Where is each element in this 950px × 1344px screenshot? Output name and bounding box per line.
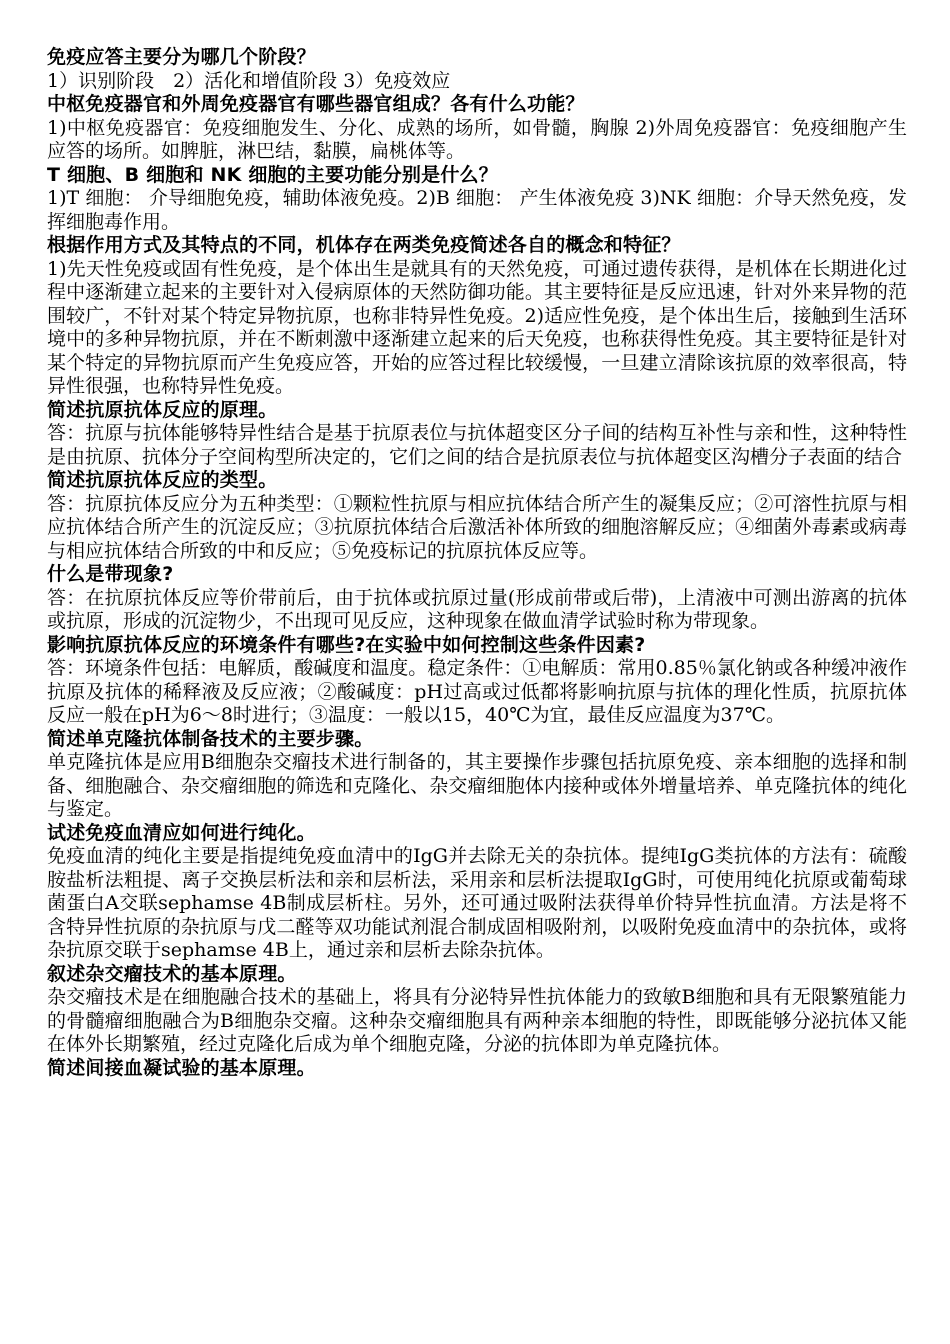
question-heading: 简述抗原抗体反应的原理。 (47, 398, 278, 421)
question-heading: 简述单克隆抗体制备技术的主要步骤。 (47, 727, 374, 750)
question-heading: 中枢免疫器官和外周免疫器官有哪些器官组成？各有什么功能？ (47, 93, 585, 115)
answer-text: 单克隆抗体是应用B细胞杂交瘤技术进行制备的，其主要操作步骤包括抗原免疫、亲本细胞的选择和制备、细胞融合、杂交瘤细胞的筛选和克隆化、杂交瘤细胞体内接种或体外增量培养、单克隆抗体的纯化与鉴定。 (47, 751, 907, 820)
answer-text: 答：在抗原抗体反应等价带前后，由于抗体或抗原过量(形成前带或后带)，上清液中可测出游离的抗体或抗原，形成的沉淀物少，不出现可见反应，这种现象在做血清学试验时称为带现象。 (47, 586, 907, 632)
answer-text: 免疫血清的纯化主要是指提纯免疫血清中的IgG并去除无关的杂抗体。提纯IgG类抗体的方法有：硫酸胺盐析法粗提、离子交换层析法和亲和层析法，采用亲和层析法提取IgG时，可使用纯化抗原或葡萄球菌蛋白A交联sephamse 4B制成层析柱。另外，还可通过吸附法获得单价特异性抗血清。方法是将不含特异性抗原的杂抗原与戊二醛等双功能试剂混合制成固相吸附剂，以吸附免疫血清中的杂抗体，或将杂抗原交联于sephamse 4B上，通过亲和层析去除杂抗体。 (47, 845, 907, 961)
document-page (47, 46, 907, 1080)
question-heading: 免疫应答主要分为哪几个阶段？ (47, 46, 316, 68)
answer-text: 1)先天性免疫或固有性免疫，是个体出生是就具有的天然免疫，可通过遗传获得，是机体在长期进化过程中逐渐建立起来的主要针对入侵病原体的天然防御功能。其主要特征是反应迅速，针对外来异物的范围较广，不针对某个特定异物抗原，也称非特异性免疫。2)适应性免疫，是个体出生后，接触到生活环境中的多种异物抗原，并在不断刺激中逐渐建立起来的后天免疫，也称获得性免疫。其主要特征是针对某个特定的异物抗原而产生免疫应答，开始的应答过程比较缓慢，一旦建立清除该抗原的效率很高，特异性很强，也称特异性免疫。 (47, 257, 907, 397)
question-heading: 什么是带现象? (47, 563, 174, 585)
question-heading: 简述抗原抗体反应的类型。 (47, 469, 278, 491)
answer-text: 1)中枢免疫器官：免疫细胞发生、分化、成熟的场所，如骨髓，胸腺 2)外周免疫器官：免疫细胞产生应答的场所。如脾脏，淋巴结，黏膜，扁桃体等。 (47, 116, 907, 162)
question-heading: 根据作用方式及其特点的不同，机体存在两类免疫简述各自的概念和特征？ (47, 234, 681, 256)
question-heading: 影响抗原抗体反应的环境条件有哪些?在实验中如何控制这些条件因素? (47, 633, 646, 656)
question-heading: 简述间接血凝试验的基本原理。 (47, 1056, 316, 1079)
answer-text: 1）识别阶段 2）活化和增值阶段 3）免疫效应 (47, 69, 451, 92)
question-heading: 试述免疫血清应如何进行纯化。 (47, 821, 316, 844)
answer-text: 答：环境条件包括：电解质，酸碱度和温度。稳定条件：①电解质：常用0.85％氯化钠或各种缓冲液作抗原及抗体的稀释液及反应液；②酸碱度：pH过高或过低都将影响抗原与抗体的理化性质，抗原抗体反应一般在pH为6～8时进行；③温度：一般以15，40℃为宜，最佳反应温度为37℃。 (47, 657, 907, 726)
question-heading: T 细胞、B 细胞和 NK 细胞的主要功能分别是什么？ (47, 163, 498, 186)
answer-text: 答：抗原抗体反应分为五种类型：①颗粒性抗原与相应抗体结合所产生的凝集反应；②可溶性抗原与相应抗体结合所产生的沉淀反应；③抗原抗体结合后激活补体所致的细胞溶解反应；④细菌外毒素或病毒与相应抗体结合所致的中和反应；⑤免疫标记的抗原抗体反应等。 (47, 492, 907, 562)
answer-text: 1)T 细胞： 介导细胞免疫，辅助体液免疫。2)B 细胞： 产生体液免疫 3)NK 细胞：介导天然免疫，发挥细胞毒作用。 (47, 187, 907, 233)
question-heading: 叙述杂交瘤技术的基本原理。 (47, 962, 297, 985)
answer-text: 杂交瘤技术是在细胞融合技术的基础上，将具有分泌特异性抗体能力的致敏B细胞和具有无限繁殖能力的骨髓瘤细胞融合为B细胞杂交瘤。这种杂交瘤细胞具有两种亲本细胞的特性，即既能够分泌抗体又能在体外长期繁殖，经过克隆化后成为单个细胞克隆，分泌的抗体即为单克隆抗体。 (47, 986, 907, 1055)
answer-text: 答：抗原与抗体能够特异性结合是基于抗原表位与抗体超变区分子间的结构互补性与亲和性，这种特性是由抗原、抗体分子空间构型所决定的，它们之间的结合是抗原表位与抗体超变区沟槽分子表面的结合 (47, 422, 907, 468)
